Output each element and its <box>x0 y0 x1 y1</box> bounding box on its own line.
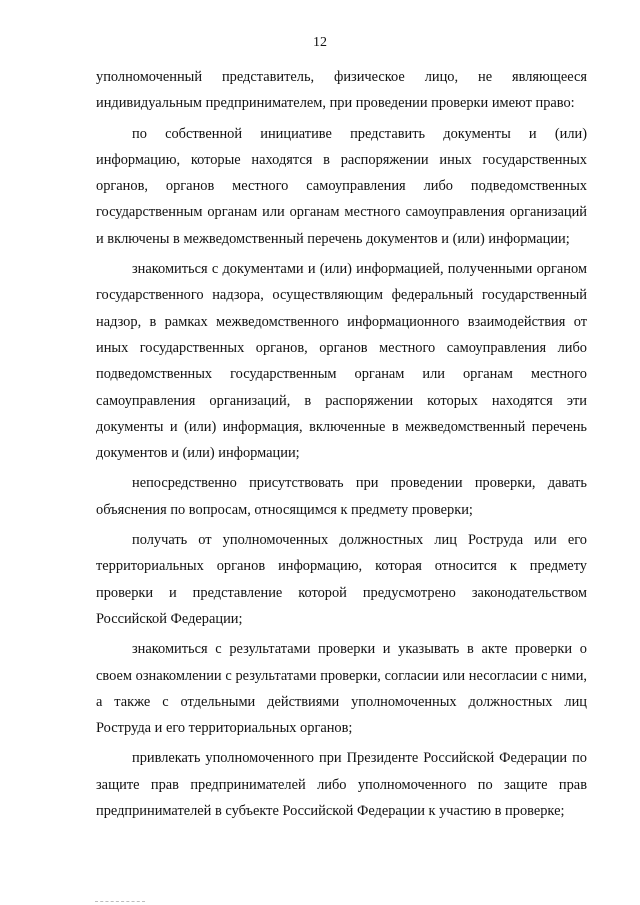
document-body <box>96 64 587 828</box>
page-number: 12 <box>313 35 327 50</box>
scan-artifact <box>95 901 145 905</box>
paragraph-right-attend-inspection: непосредственно присутствовать при проведении проверки, давать объяснения по вопросам, относящимся к предмету проверки; <box>96 475 587 518</box>
paragraph-right-review-results: знакомиться с результатами проверки и указывать в акте проверки о своем ознакомлении с результатами проверки, согласии или несогласии с ними, а также с отдельными действиями уполномоченных должностных лиц Роструда и его территориальных органов; <box>96 641 587 737</box>
paragraph-intro: уполномоченный представитель, физическое лицо, не являющееся индивидуальным предпринимателем, при проведении проверки имеют право: <box>96 69 587 112</box>
paragraph-right-submit-documents: по собственной инициативе представить документы и (или) информацию, которые находятся в распоряжении иных государственных органов, органов местного самоуправления либо подведомственных государственным органам или органам местного самоуправления организаций и включены в межведомственный перечень документов и (или) информации; <box>96 125 587 247</box>
paragraph-right-review-documents: знакомиться с документами и (или) информацией, полученными органом государственного надзора, осуществляющим федеральный государственный надзор, в рамках межведомственного информационного взаимодействия от иных государственных органов, органов местного самоуправления либо подведомственных государственным органам или органам местного самоуправления организаций, в распоряжении которых находятся эти документы и (или) информация, включенные в межведомственный перечень документов и (или) информации; <box>96 261 587 462</box>
paragraph-right-involve-ombudsman: привлекать уполномоченного при Президенте Российской Федерации по защите прав предпринимателей либо уполномоченного по защите прав предпринимателей в субъекте Российской Федерации к участию в проверке; <box>96 750 587 820</box>
paragraph-right-receive-information: получать от уполномоченных должностных лиц Роструда или его территориальных органов информацию, которая относится к предмету проверки и представление которой предусмотрено законодательством Российской Федерации; <box>96 532 587 627</box>
